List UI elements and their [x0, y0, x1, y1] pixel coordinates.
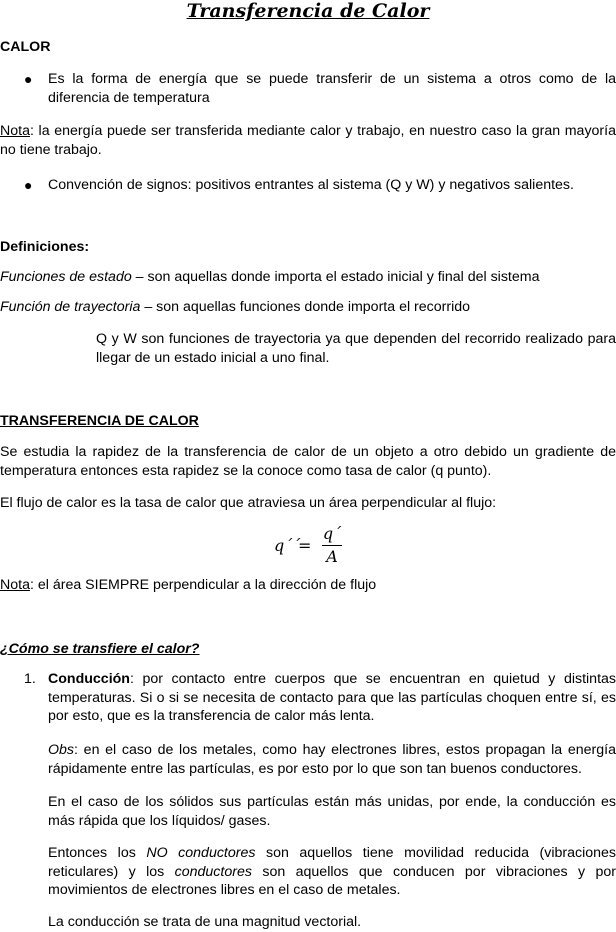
fraction-bar — [322, 545, 342, 546]
formula-lhs: q´´ — [274, 536, 301, 555]
section-heading-como: ¿Cómo se transfiere el calor? — [0, 641, 200, 657]
transferencia-paragraph-2: El flujo de calor es la tasa de calor que atraviesa un área perpendicular al flujo: — [0, 495, 497, 511]
obs-text: : en el caso de los metales, como hay electrones libres, estos propagan la energía rápidamente entre las partículas, es por esto por lo que son tan buenos conductores. — [48, 742, 616, 777]
conduccion-item — [48, 670, 616, 726]
definition-text: – son aquellas funciones donde importa el recorrido — [140, 299, 471, 315]
conduccion-term: Conducción — [48, 671, 130, 687]
vectorial-paragraph: La conducción se trata de una magnitud vectorial. — [48, 914, 362, 930]
no-conductores-term: NO conductores — [146, 845, 256, 861]
section-heading-transferencia: TRANSFERENCIA DE CALOR — [0, 413, 199, 429]
nota-text: : la energía puede ser transferida mediante calor y trabajo, en nuestro caso la gran mayoría no tiene trabajo. — [0, 123, 616, 158]
definition-term: Función de trayectoria — [0, 299, 141, 315]
heat-flux-formula — [270, 525, 350, 565]
formula-denominator: A — [326, 547, 338, 566]
definiciones-note: Q y W son funciones de trayectoria ya que dependen del recorrido realizado para llegar de un estado inicial a uno final. — [96, 331, 616, 366]
obs-label: Obs — [48, 742, 75, 758]
text-run: Entonces los — [48, 845, 147, 861]
definition-text: – son aquellas donde importa el estado inicial y final del sistema — [131, 269, 540, 285]
text-run: son aquellos que conducen por vibraciones y por movimientos de electrones libres en el caso de metales. — [48, 863, 616, 898]
calor-nota — [0, 122, 616, 159]
calor-bullet-2: Convención de signos: positivos entrantes al sistema (Q y W) y negativos salientes. — [48, 177, 574, 193]
definition-term: Funciones de estado — [0, 269, 132, 285]
text-run: son aquellos tiene movilidad reducida (vibraciones reticulares) y los — [48, 845, 616, 880]
section-heading-calor: CALOR — [0, 39, 51, 55]
section-heading-definiciones: Definiciones: — [0, 239, 90, 255]
obs-paragraph — [48, 741, 616, 778]
formula-numerator: q´ — [322, 524, 342, 543]
nota-text: : el área SIEMPRE perpendicular a la dirección de flujo — [29, 577, 377, 593]
definition-funcion-trayectoria — [0, 298, 616, 317]
formula-equals: = — [298, 536, 312, 555]
formula-fraction — [322, 525, 342, 566]
bullet-dot: ● — [24, 71, 33, 87]
conductores-paragraph — [48, 844, 616, 900]
calor-bullet-1: Es la forma de energía que se puede transferir de un sistema a otros como de la diferencia de temperatura — [48, 71, 616, 106]
transferencia-paragraph-1: Se estudia la rapidez de la transferencia de calor de un objeto a otro debido un gradiente de temperatura entonces esta rapidez se la conoce como tasa de calor (q punto). — [0, 444, 616, 479]
bullet-dot: ● — [24, 177, 33, 193]
page-title: Transferencia de Calor — [186, 0, 430, 22]
conductores-term: conductores — [174, 863, 252, 880]
transferencia-nota — [0, 576, 616, 595]
definition-funciones-estado — [0, 268, 616, 287]
nota-label: Nota — [0, 123, 30, 139]
nota-label: Nota — [0, 577, 30, 593]
conduccion-text: : por contacto entre cuerpos que se encuentran en quietud y distintas temperaturas. Si o si se necesita de contacto para que las partículas choquen entre sí, es por esto, que es la transferencia de calor más lenta. — [48, 671, 616, 724]
list-number: 1. — [24, 671, 36, 687]
solidos-paragraph: En el caso de los sólidos sus partículas están más unidas, por ende, la conducción es más rápida que los líquidos/ gases. — [48, 794, 616, 829]
